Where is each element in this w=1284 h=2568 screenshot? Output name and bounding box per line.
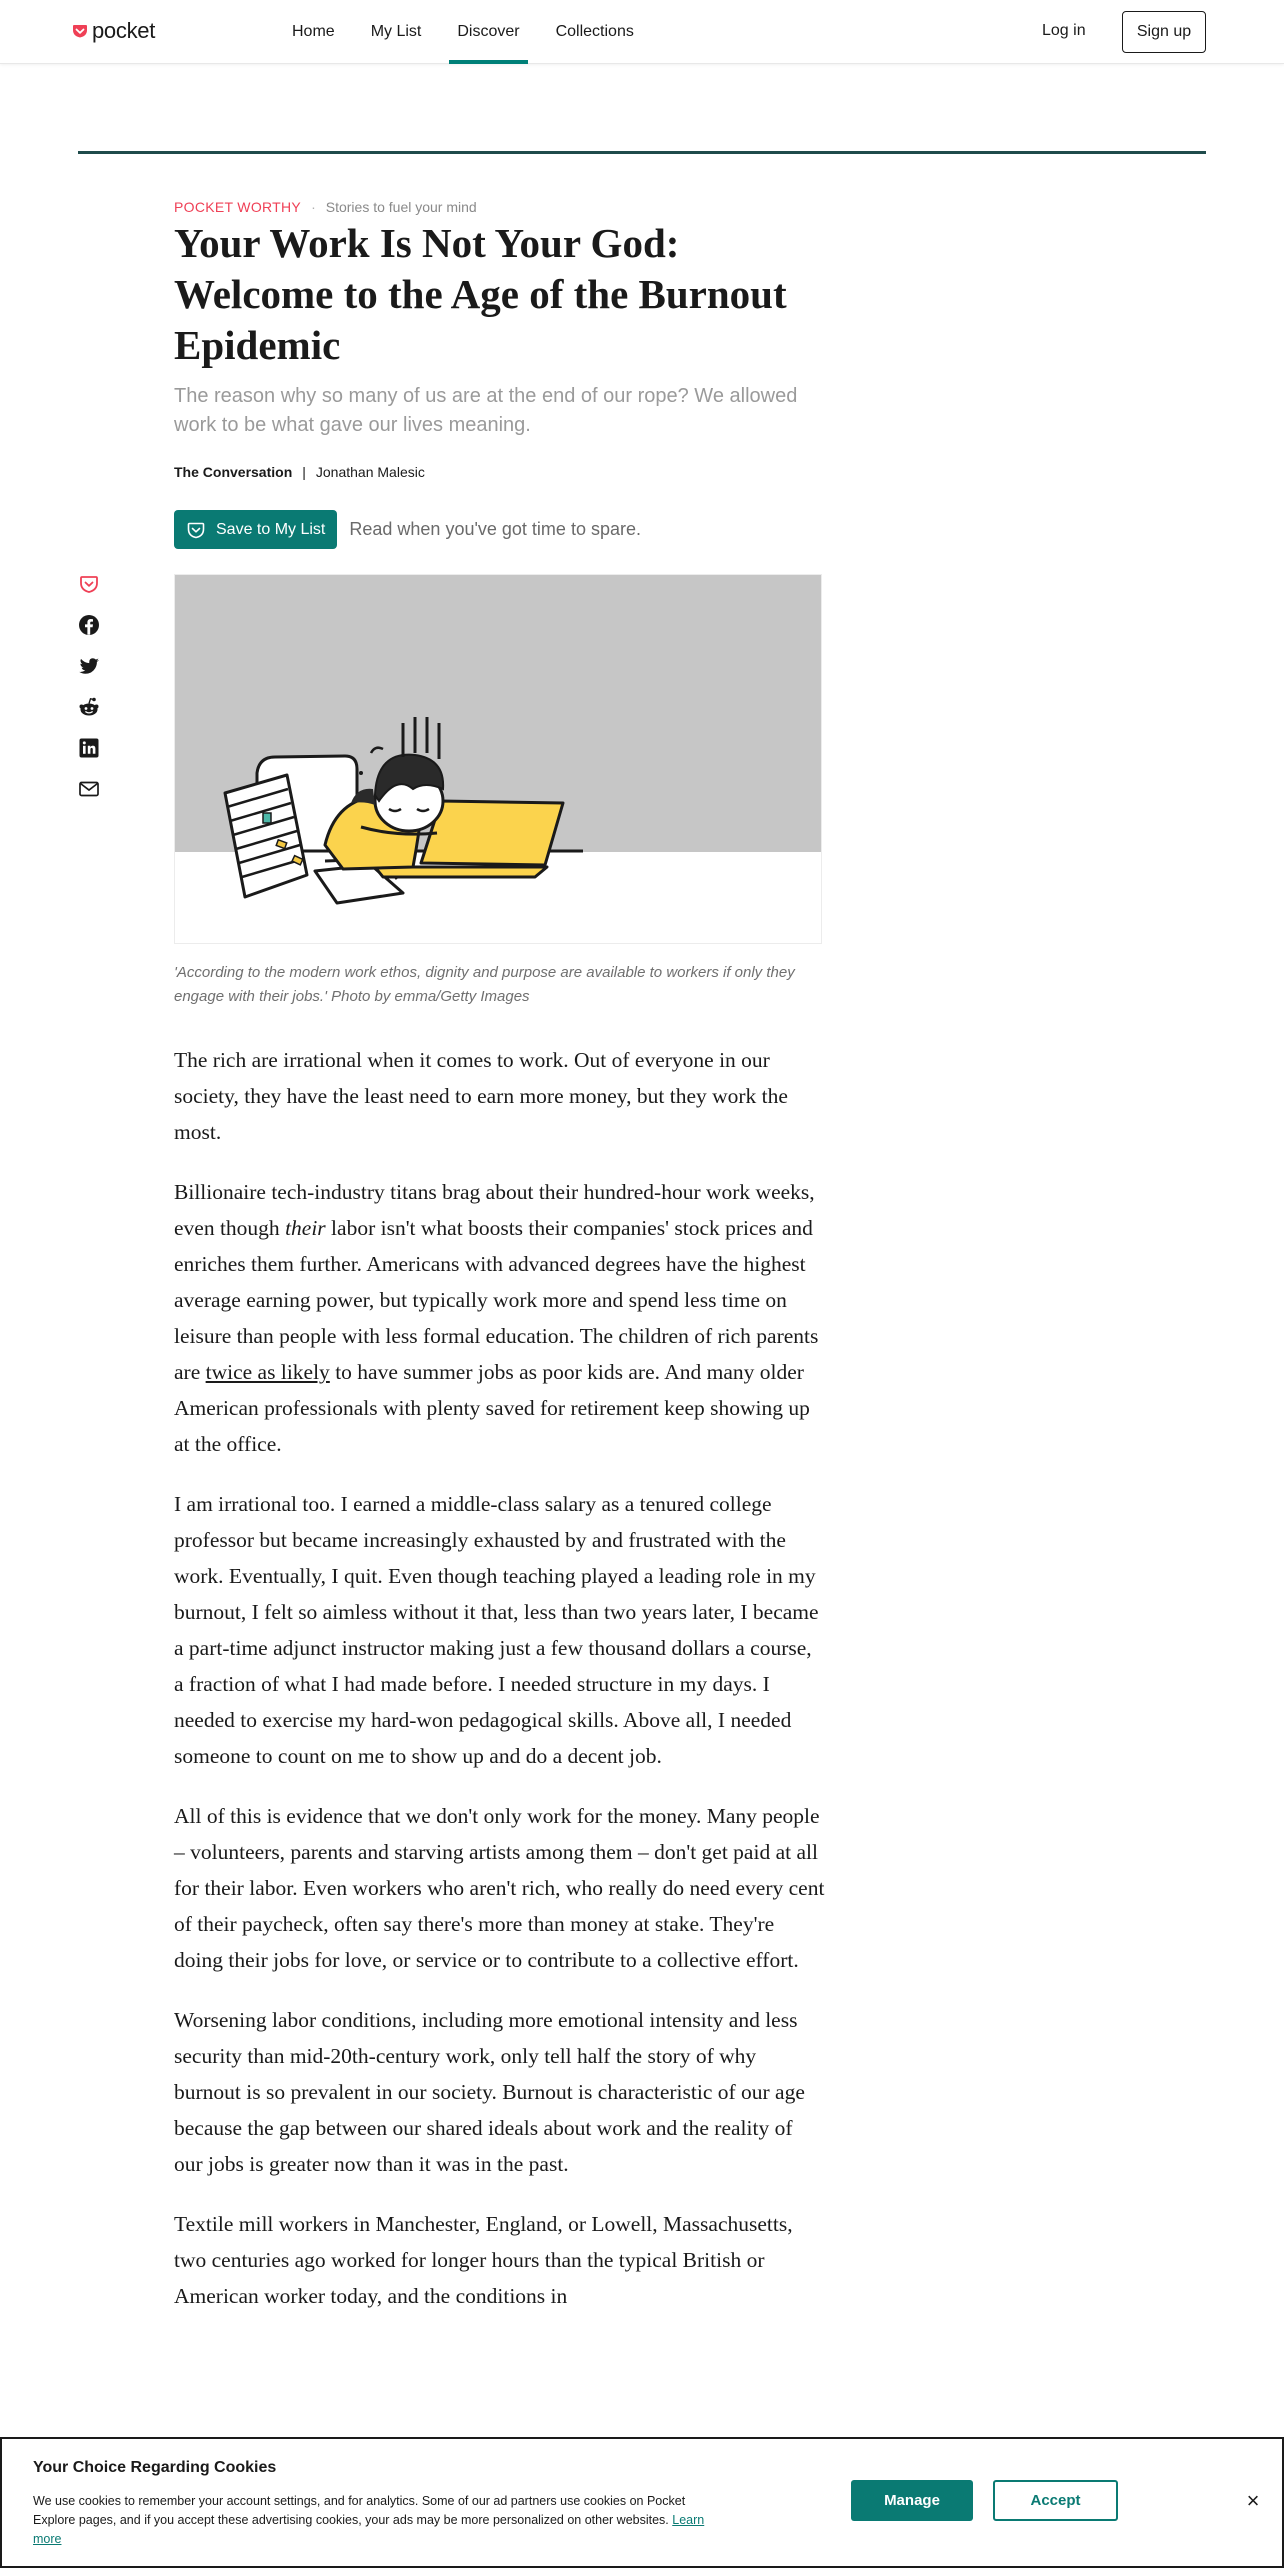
accept-cookies-button[interactable]: Accept bbox=[993, 2480, 1118, 2521]
pocket-worthy-label[interactable]: POCKET WORTHY bbox=[174, 199, 302, 215]
pocket-share-icon[interactable] bbox=[78, 574, 100, 594]
paragraph: Worsening labor conditions, including more emotional intensity and less security than mid-20th-century work, only tell half the story of why burnout is so prevalent in our society. Burnout is characteristic of our age because the gap between our shared ideals about work and the reality of our jobs is greater now than it was in the past. bbox=[174, 2008, 805, 2176]
cookie-text bbox=[33, 2492, 723, 2549]
article-subtitle: The reason why so many of us are at the end of our rope? We allowed work to be what gave our lives meaning. bbox=[174, 385, 798, 436]
eyebrow-tagline: Stories to fuel your mind bbox=[325, 199, 477, 215]
logo-text: pocket bbox=[92, 18, 156, 43]
paragraph: I am irrational too. I earned a middle-class salary as a tenured college professor but became increasingly exhausted by and frustrated with the work. Eventually, I quit. Even though teaching played a leading role in my burnout, I felt so aimless without it that, less than two years later, I became a part-time adjunct instructor making just a few thousand dollars a course, a fraction of what I had made before. I needed structure in my days. I needed to exercise my hard-won pedagogical skills. Above all, I needed someone to count on me to show up and do a decent job. bbox=[174, 1492, 819, 1768]
paragraph bbox=[174, 1174, 826, 1462]
pocket-logo[interactable] bbox=[72, 18, 155, 44]
cookie-description: We use cookies to remember your account settings, and for analytics. Some of our ad partners use cookies on Pocket Explore pages, and if you accept these advertising cookies, your ads may be more personalized on other websites. bbox=[33, 2494, 686, 2527]
save-button-label: Save to My List bbox=[216, 520, 326, 538]
manage-cookies-button[interactable]: Manage bbox=[851, 2480, 973, 2521]
share-sidebar bbox=[78, 574, 100, 799]
nav-my-list[interactable]: My List bbox=[370, 23, 422, 40]
paragraph: The rich are irrational when it comes to work. Out of everyone in our society, they have the least need to earn more money, but they work the most. bbox=[174, 1048, 788, 1144]
twice-as-likely-link[interactable]: twice as likely bbox=[205, 1360, 330, 1384]
nav-collections[interactable]: Collections bbox=[555, 23, 634, 40]
nav-discover[interactable]: Discover bbox=[439, 0, 537, 64]
cookie-title: Your Choice Regarding Cookies bbox=[33, 2459, 277, 2476]
save-to-my-list-button[interactable] bbox=[174, 510, 337, 549]
close-icon[interactable]: × bbox=[1246, 2488, 1260, 2513]
article-title: Your Work Is Not Your God: Welcome to the Age of the Burnout Epidemic bbox=[174, 220, 787, 368]
publisher-name: The Conversation bbox=[174, 464, 293, 480]
article-eyebrow bbox=[174, 199, 477, 215]
learn-more-link[interactable]: Learn more bbox=[33, 2513, 705, 2546]
signup-button[interactable]: Sign up bbox=[1122, 11, 1206, 53]
emphasis-their: their bbox=[285, 1216, 326, 1240]
reddit-icon[interactable] bbox=[78, 697, 100, 717]
save-hint: Read when you've got time to spare. bbox=[349, 519, 641, 539]
byline bbox=[174, 464, 425, 480]
paragraph-text: to have summer jobs as poor kids are. And many older American professionals with plenty saved for retirement keep showing up at the office. bbox=[174, 1360, 810, 1456]
save-row bbox=[174, 510, 641, 549]
paragraph-text: labor isn't what boosts their companies' stock prices and enriches them further. Americans with advanced degrees have the highest average earning power, but typically work more and spend less time on leisure than people with less formal education. The children of rich parents are bbox=[174, 1216, 819, 1384]
eyebrow-separator: · bbox=[311, 199, 316, 215]
facebook-icon[interactable] bbox=[78, 615, 100, 635]
twitter-icon[interactable] bbox=[78, 656, 100, 676]
pocket-logo-icon bbox=[72, 23, 88, 39]
article-body bbox=[174, 1042, 826, 2338]
site-header bbox=[0, 0, 1284, 64]
pocket-save-icon bbox=[186, 520, 206, 540]
paragraph-text: Billionaire tech-industry titans brag about their hundred-hour work weeks, even though bbox=[174, 1180, 815, 1240]
image-caption: 'According to the modern work ethos, dignity and purpose are available to workers if only they engage with their jobs.' Photo by emma/Getty Images bbox=[174, 964, 795, 1005]
linkedin-icon[interactable] bbox=[78, 738, 100, 758]
byline-separator: | bbox=[302, 464, 306, 480]
author-name: Jonathan Malesic bbox=[315, 464, 425, 480]
burnout-illustration bbox=[175, 575, 822, 944]
paragraph: Textile mill workers in Manchester, England, or Lowell, Massachusetts, two centuries ago worked for longer hours than the typical British or American worker today, and the conditions in bbox=[174, 2212, 793, 2308]
section-divider bbox=[78, 151, 1206, 154]
main-nav bbox=[274, 0, 652, 64]
cookie-banner bbox=[0, 2437, 1284, 2568]
nav-home[interactable]: Home bbox=[292, 23, 335, 40]
login-link[interactable]: Log in bbox=[1042, 22, 1086, 39]
paragraph: All of this is evidence that we don't only work for the money. Many people – volunteers, parents and starving artists among them – don't get paid at all for their labor. Even workers who aren't rich, who really do need every cent of their paycheck, often say there's more than money at stake. They're doing their jobs for love, or service or to contribute to a collective effort. bbox=[174, 1804, 825, 1972]
email-icon[interactable] bbox=[78, 779, 100, 799]
article-hero-image bbox=[174, 574, 822, 944]
